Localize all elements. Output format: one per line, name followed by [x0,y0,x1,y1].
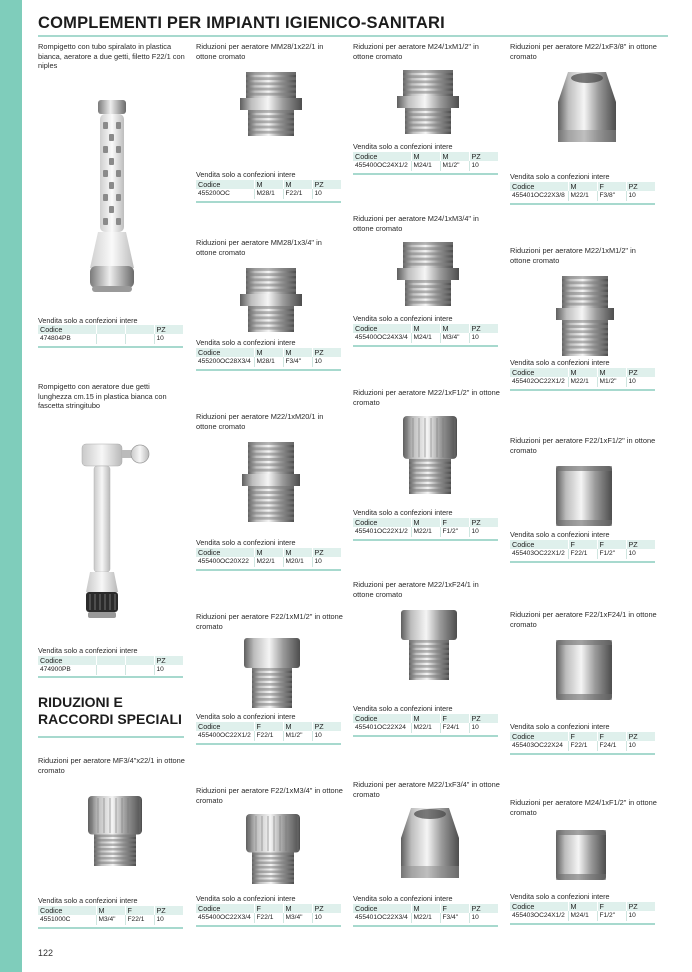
adapter-image [397,416,463,499]
adapter-image [240,268,302,339]
sale-note: Vendita solo a confezioni intere [196,338,296,347]
cell-pz: 10 [471,162,479,169]
adapter-image [240,638,304,715]
header-col3: M [283,348,312,357]
adapter-image [397,70,459,141]
header-code: Codice [510,902,568,911]
cell-col3 [125,665,154,675]
cell-pz: 10 [314,190,322,197]
cell-col3: F24/1 [597,741,626,751]
product-474900PB [38,382,185,682]
cell-pz: 10 [628,550,636,557]
header-code: Codice [196,722,254,731]
item-divider [510,389,655,391]
sale-note: Vendita solo a confezioni intere [353,894,453,903]
cell-pz: 10 [314,914,322,921]
header-col3 [125,325,154,334]
adapter-image [240,442,302,529]
item-divider [353,173,498,175]
item-divider [38,346,183,348]
cell-code: 455400OC22X3/4 [196,913,254,923]
sale-note: Vendita solo a confezioni intere [196,894,296,903]
cell-code: 455403OC22X1/2 [510,549,568,559]
header-code: Codice [510,540,568,549]
cell-pz: 10 [628,912,636,919]
cell-col3: F24/1 [440,723,469,733]
cell-code: 455401OC22X1/2 [353,527,411,537]
swivel-aerator-image [86,100,138,296]
header-col3: M [597,368,626,377]
code-table [510,368,655,387]
cell-pz: 10 [471,334,479,341]
cell-col2: M22/1 [568,191,597,201]
header-col3: M [283,904,312,913]
header-pz: PZ [154,325,183,334]
product-description: Riduzioni per aeratore F22/1xF1/2" in ottone cromato [510,436,656,455]
header-col2: M [254,548,283,557]
header-pz: PZ [312,348,341,357]
header-pz: PZ [312,548,341,557]
item-divider [510,923,655,925]
code-table [353,518,498,537]
header-pz: PZ [626,902,655,911]
product-description: Riduzioni per aeratore F22/1xM1/2" in ottone cromato [196,612,343,631]
header-col2: M [411,518,440,527]
code-table [510,540,655,559]
cell-pz: 10 [628,378,636,385]
header-code: Codice [510,732,568,741]
header-col2: M [254,180,283,189]
header-col2: M [568,902,597,911]
cell-col3: F22/1 [125,915,154,925]
title-divider [38,35,668,37]
header-pz: PZ [469,324,498,333]
cell-col3: M1/2" [440,161,469,171]
cell-col2: M22/1 [411,527,440,537]
code-table [38,906,183,925]
sale-note: Vendita solo a confezioni intere [196,712,296,721]
header-pz: PZ [626,732,655,741]
product-description: Riduzioni per aeratore F22/1xF24/1 in ottone cromato [510,610,657,629]
code-table [196,548,341,567]
adapter-image [554,276,616,363]
cell-col2: M22/1 [411,723,440,733]
header-code: Codice [353,904,411,913]
cell-col2: M24/1 [411,333,440,343]
item-divider [510,561,655,563]
adapter-image [240,814,306,889]
adapter-image [82,796,148,871]
cell-col3: F3/4" [440,913,469,923]
item-divider [196,569,341,571]
sale-note: Vendita solo a confezioni intere [353,142,453,151]
product-description: Riduzioni per aeratore MM28/1x22/1 in ottone cromato [196,42,324,61]
cell-code: 455400OC24X3/4 [353,333,411,343]
code-table [510,182,655,201]
header-pz: PZ [626,540,655,549]
cell-code: 474804PB [38,334,96,344]
cell-col3: M3/4" [440,333,469,343]
header-col2: M [411,324,440,333]
header-col2: F [568,540,597,549]
cell-pz: 10 [314,732,322,739]
header-col3: M [283,722,312,731]
cell-code: 455200OC [196,189,254,199]
sale-note: Vendita solo a confezioni intere [510,722,610,731]
header-col2: F [568,732,597,741]
product-description: Riduzioni per aeratore F22/1xM3/4" in ottone cromato [196,786,343,805]
header-code: Codice [38,906,96,915]
cell-col3: F22/1 [283,189,312,199]
header-col3: F [440,518,469,527]
sale-note: Vendita solo a confezioni intere [353,314,453,323]
cell-code: 455401OC22X3/8 [510,191,568,201]
page-title: COMPLEMENTI PER IMPIANTI IGIENICO-SANITARI [38,14,445,32]
cell-col2 [96,665,125,675]
product-description: Riduzioni per aeratore MM28/1x3/4" in ottone cromato [196,238,322,257]
code-table [38,656,183,675]
section-title [38,694,184,727]
header-pz: PZ [469,904,498,913]
cell-col2: M28/1 [254,189,283,199]
cell-code: 455401OC22X24 [353,723,411,733]
cell-code: 455400OC20X22 [196,557,254,567]
cell-col2: F22/1 [568,741,597,751]
adapter-image [397,808,463,885]
cell-col3: M20/1 [283,557,312,567]
product-description: Rompigetto con aeratore due getti lunghezza cm.15 in plastica bianca con fascetta stringitubo [38,382,167,411]
code-table [196,348,341,367]
code-table [510,732,655,751]
hose-aerator-image [74,442,160,620]
adapter-image [554,466,614,531]
header-pz: PZ [469,518,498,527]
item-divider [38,676,183,678]
header-pz: PZ [469,152,498,161]
header-pz: PZ [312,180,341,189]
cell-col3: F1/2" [597,911,626,921]
cell-col3: F3/4" [283,357,312,367]
cell-code: 455400OC24X1/2 [353,161,411,171]
sale-note: Vendita solo a confezioni intere [38,646,138,655]
cell-col3: F1/2" [440,527,469,537]
cell-code: 455402OC22X1/2 [510,377,568,387]
header-code: Codice [510,182,568,191]
header-col2 [96,325,125,334]
product-description: Riduzioni per aeratore M22/1xF3/4" in ottone cromato [353,780,500,799]
cell-col3 [125,334,154,344]
product-description: Riduzioni per aeratore M22/1xF3/8" in ottone cromato [510,42,657,61]
code-table [353,904,498,923]
header-code: Codice [196,548,254,557]
header-code: Codice [353,518,411,527]
header-col3: F [440,714,469,723]
header-col3: M [440,152,469,161]
header-col2 [96,656,125,665]
cell-code: 455403OC24X1/2 [510,911,568,921]
cell-col2: M24/1 [411,161,440,171]
cell-col2 [96,334,125,344]
header-col2: F [254,722,283,731]
section-divider [38,736,184,738]
cell-pz: 10 [628,192,636,199]
header-col2: M [254,348,283,357]
product-description: Rompigetto con tubo spiralato in plastica bianca, aeratore a due getti, filetto F22/1 con niples [38,42,185,71]
cell-col2: M28/1 [254,357,283,367]
header-pz: PZ [312,904,341,913]
header-col2: M [411,714,440,723]
item-divider [353,345,498,347]
cell-code: 455200OC28X3/4 [196,357,254,367]
cell-col3: M1/2" [597,377,626,387]
header-pz: PZ [154,656,183,665]
product-description: Riduzioni per aeratore M22/1xF24/1 in ottone cromato [353,580,479,599]
page-number: 122 [38,948,54,958]
header-code: Codice [196,180,254,189]
header-pz: PZ [154,906,183,915]
header-code: Codice [38,325,96,334]
header-col3: M [283,180,312,189]
header-col2: M [96,906,125,915]
header-code: Codice [38,656,96,665]
adapter-image [554,72,620,149]
item-divider [510,203,655,205]
product-description: Riduzioni per aeratore MF3/4"x22/1 in ottone cromato [38,756,185,775]
code-table [353,714,498,733]
sale-note: Vendita solo a confezioni intere [38,896,138,905]
product-description: Riduzioni per aeratore M22/1xF1/2" in ottone cromato [353,388,500,407]
cell-col2: M22/1 [254,557,283,567]
header-col2: M [568,368,597,377]
adapter-image [397,610,461,687]
cell-col2: M22/1 [568,377,597,387]
item-divider [38,927,183,929]
page-edge-band [0,0,22,972]
cell-pz: 10 [156,916,164,923]
header-code: Codice [510,368,568,377]
item-divider [196,369,341,371]
cell-pz: 10 [471,528,479,535]
sale-note: Vendita solo a confezioni intere [353,508,453,517]
sale-note: Vendita solo a confezioni intere [196,170,296,179]
cell-col2: F22/1 [568,549,597,559]
header-col3: F [440,904,469,913]
code-table [38,325,183,344]
header-col3: M [283,548,312,557]
cell-pz: 10 [471,724,479,731]
header-code: Codice [353,714,411,723]
header-pz: PZ [312,722,341,731]
cell-code: 455400OC22X1/2 [196,731,254,741]
item-divider [353,539,498,541]
cell-code: 455403OC22X24 [510,741,568,751]
section-title-line-1: RIDUZIONI E [38,694,123,710]
cell-pz: 10 [471,914,479,921]
code-table [510,902,655,921]
item-divider [510,753,655,755]
header-pz: PZ [626,368,655,377]
header-col3: F [597,182,626,191]
code-table [353,152,498,171]
code-table [196,180,341,199]
adapter-image [240,72,302,143]
adapter-image [397,242,459,313]
sale-note: Vendita solo a confezioni intere [510,530,610,539]
cell-pz: 10 [156,666,164,673]
cell-col2: M24/1 [568,911,597,921]
adapter-image [554,640,614,705]
sale-note: Vendita solo a confezioni intere [353,704,453,713]
cell-col3: F3/8" [597,191,626,201]
cell-pz: 10 [314,358,322,365]
adapter-image [554,830,608,885]
code-table [196,904,341,923]
product-474804PB [38,42,185,354]
header-code: Codice [196,904,254,913]
product-description: Riduzioni per aeratore M24/1xM3/4" in ottone cromato [353,214,479,233]
sale-note: Vendita solo a confezioni intere [510,358,610,367]
header-col3: F [597,540,626,549]
cell-pz: 10 [314,558,322,565]
header-col3: F [597,902,626,911]
cell-col2: M3/4" [96,915,125,925]
item-divider [353,735,498,737]
header-col2: M [411,904,440,913]
item-divider [196,925,341,927]
header-code: Codice [353,324,411,333]
item-divider [196,201,341,203]
header-col3: F [597,732,626,741]
cell-col3: M3/4" [283,913,312,923]
header-pz: PZ [469,714,498,723]
sale-note: Vendita solo a confezioni intere [510,892,610,901]
cell-col3: F1/2" [597,549,626,559]
header-code: Codice [196,348,254,357]
header-col2: M [568,182,597,191]
header-col3: M [440,324,469,333]
header-pz: PZ [626,182,655,191]
cell-col2: F22/1 [254,731,283,741]
sale-note: Vendita solo a confezioni intere [510,172,610,181]
cell-col2: F22/1 [254,913,283,923]
sale-note: Vendita solo a confezioni intere [38,316,138,325]
header-code: Codice [353,152,411,161]
product-description: Riduzioni per aeratore M24/1xM1/2" in ottone cromato [353,42,479,61]
section-title-line-2: RACCORDI SPECIALI [38,710,182,727]
item-divider [353,925,498,927]
header-col2: F [254,904,283,913]
cell-code: 455401OC22X3/4 [353,913,411,923]
cell-col2: M22/1 [411,913,440,923]
item-divider [196,743,341,745]
sale-note: Vendita solo a confezioni intere [196,538,296,547]
cell-pz: 10 [156,335,164,342]
code-table [353,324,498,343]
header-col3: F [125,906,154,915]
cell-col3: M1/2" [283,731,312,741]
cell-code: 474900PB [38,665,96,675]
code-table [196,722,341,741]
header-col3 [125,656,154,665]
product-description: Riduzioni per aeratore M22/1xM1/2" in ottone cromato [510,246,636,265]
product-description: Riduzioni per aeratore M22/1xM20/1 in ottone cromato [196,412,324,431]
cell-code: 4551000C [38,915,96,925]
cell-pz: 10 [628,742,636,749]
header-col2: M [411,152,440,161]
product-description: Riduzioni per aeratore M24/1xF1/2" in ottone cromato [510,798,657,817]
